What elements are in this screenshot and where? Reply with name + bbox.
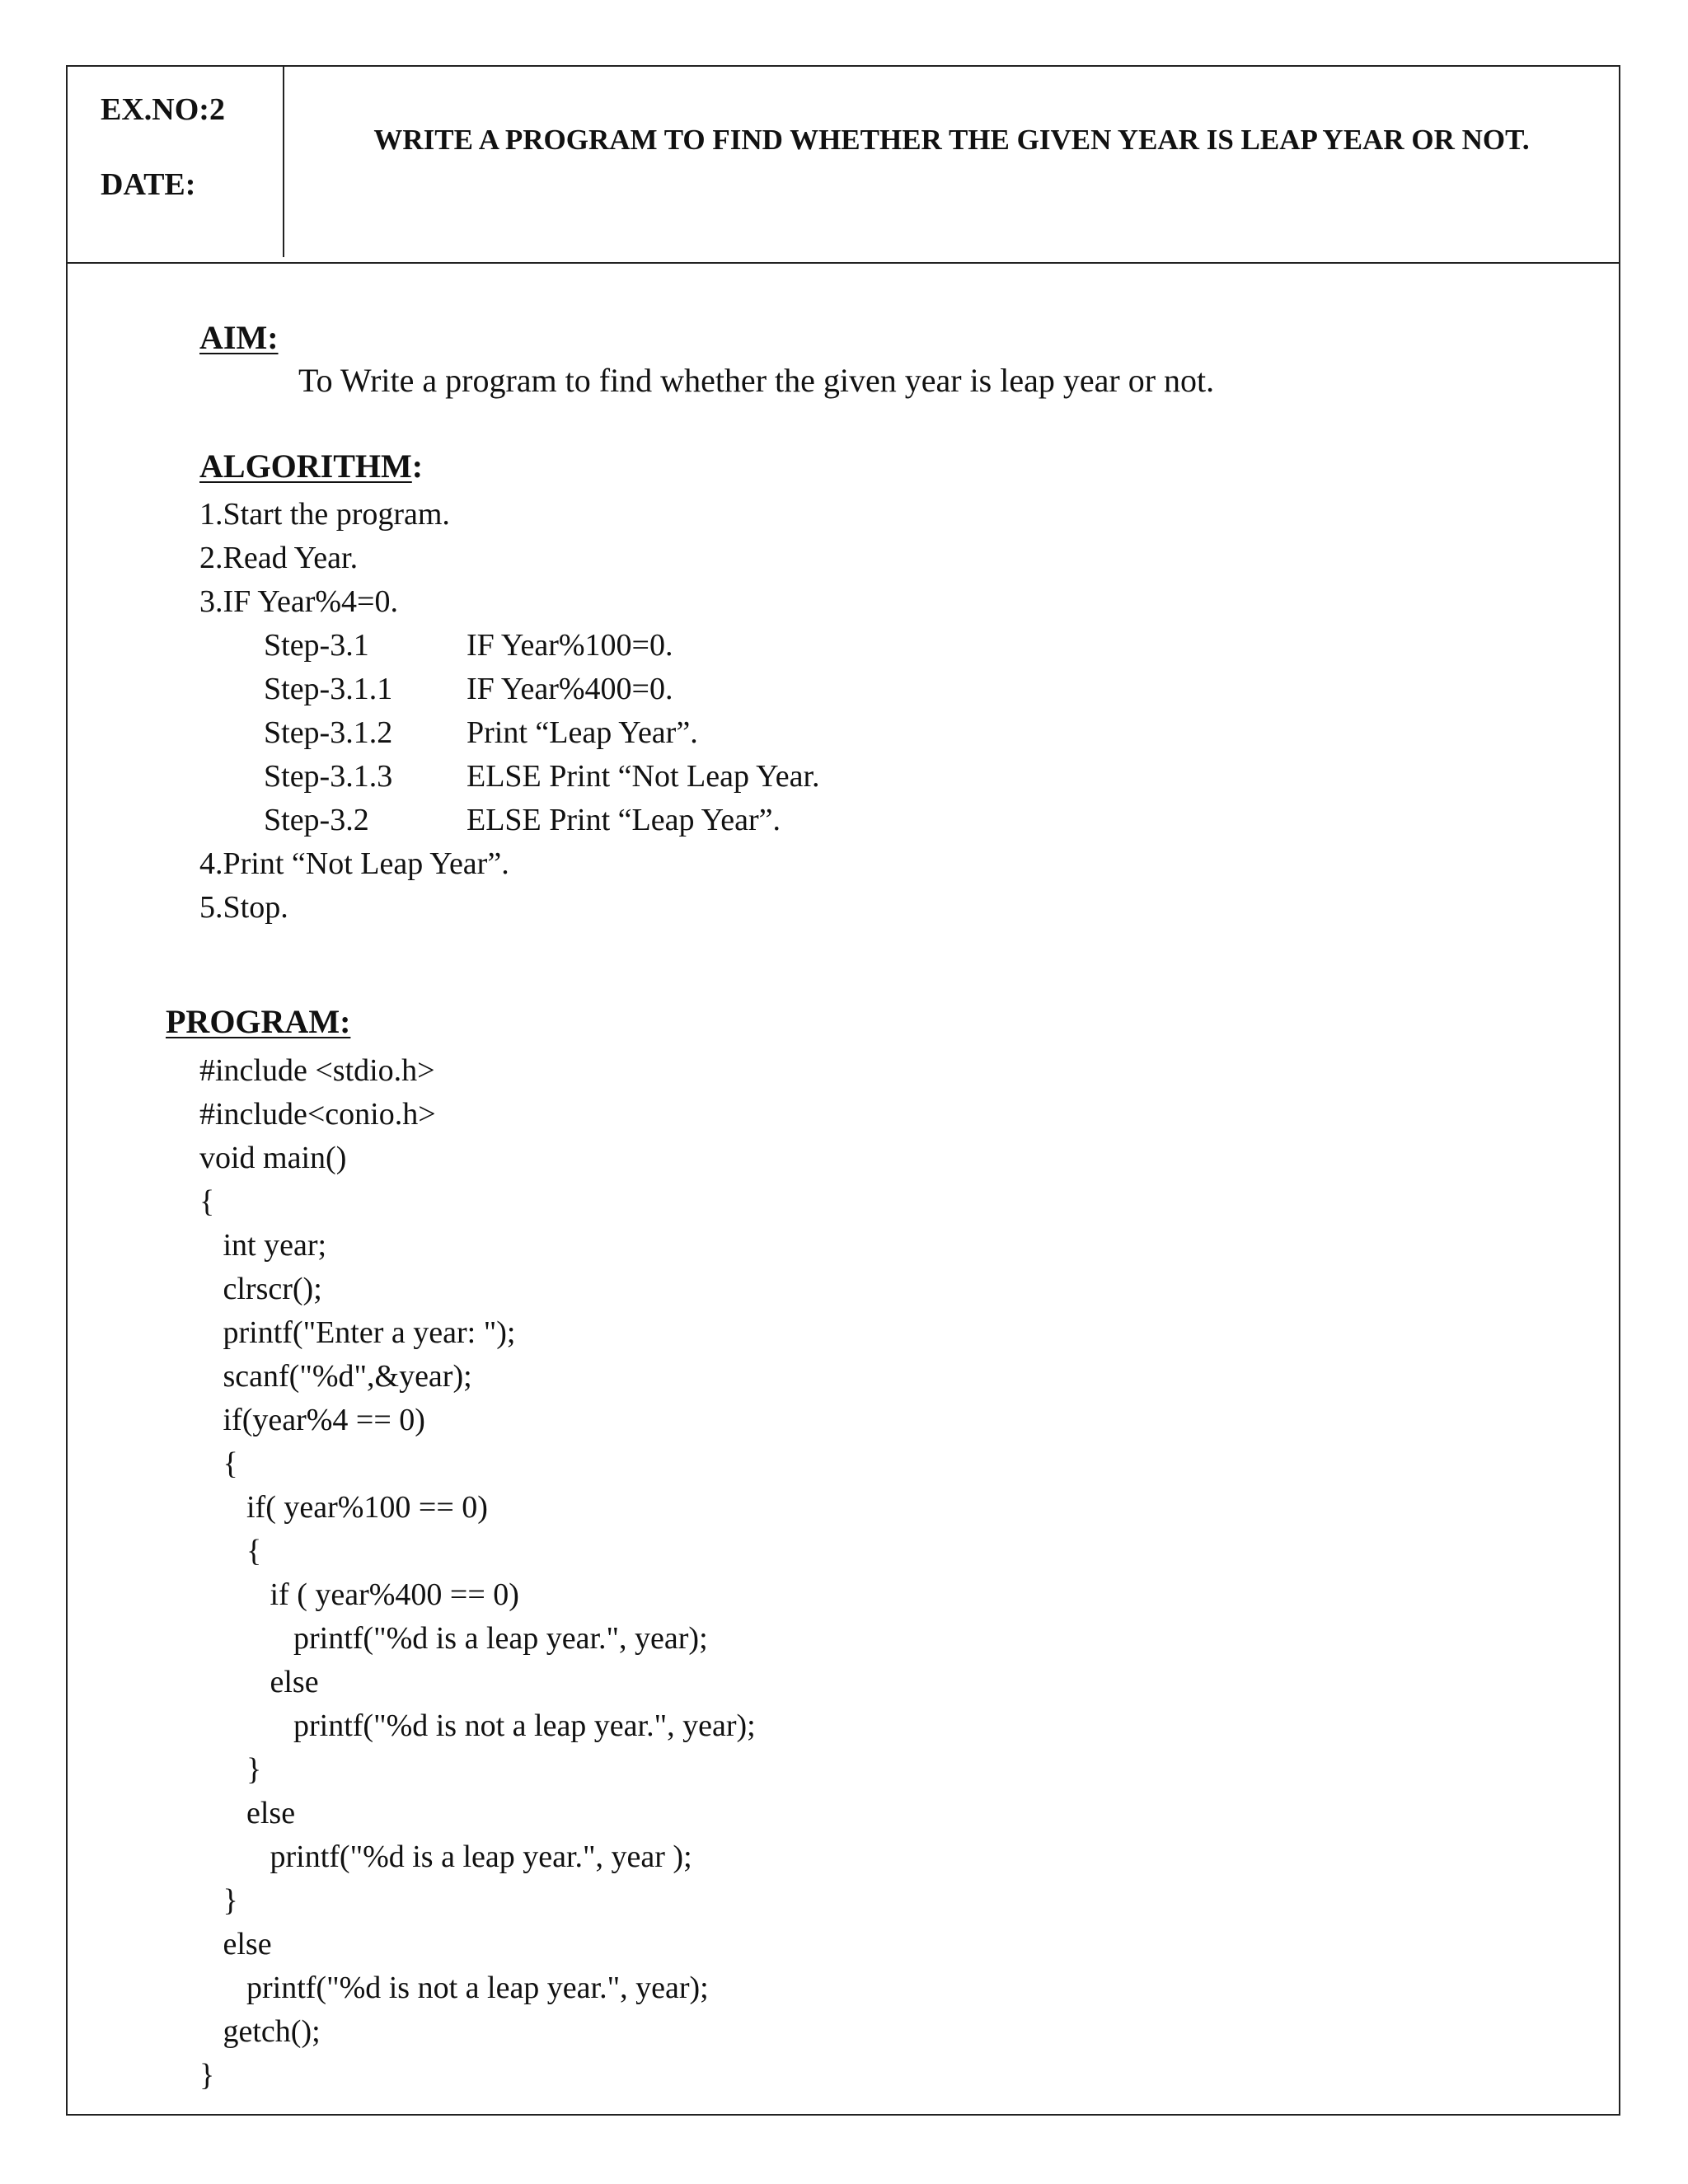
code-line: void main() [199,1141,347,1175]
algorithm-step [199,537,820,580]
algorithm-step [199,755,820,799]
algorithm-step [199,886,820,930]
program-code [199,1049,756,2097]
code-line: clrscr(); [199,1272,322,1306]
code-line: } [199,1752,262,1787]
algorithm-heading-colon: : [411,448,424,485]
program-heading-text: PROGRAM: [166,1003,351,1040]
exercise-number: EX.NO:2 [101,92,225,127]
algorithm-step [199,799,820,842]
aim-heading [199,318,279,358]
algorithm-substep-label: Step-3.1.2 [264,715,393,750]
algorithm-step [199,711,820,755]
code-line: printf("%d is a leap year.", year); [199,1621,708,1656]
code-line: printf("%d is a leap year.", year ); [199,1840,692,1874]
code-line: { [199,1534,262,1568]
aim-text: To Write a program to find whether the given year is leap year or not. [298,362,1215,399]
algorithm-steps [199,493,820,930]
code-line: { [199,1184,215,1219]
algorithm-substep-label: Step-3.1 [264,628,369,663]
algorithm-step-text: 4.Print “Not Leap Year”. [199,846,509,881]
algorithm-heading-text: ALGORITHM [199,448,412,485]
algorithm-step-text: ELSE Print “Leap Year”. [467,803,781,837]
date-label: DATE: [101,167,196,202]
code-line: else [199,1927,272,1961]
algorithm-step-text: IF Year%100=0. [467,628,673,663]
code-line: if( year%100 == 0) [199,1490,488,1525]
algorithm-step-text: 5.Stop. [199,890,288,925]
algorithm-step [199,668,820,711]
code-line: getch(); [199,2014,321,2049]
algorithm-step-text: 1.Start the program. [199,497,450,532]
code-line: printf("%d is not a leap year.", year); [199,1708,756,1743]
algorithm-step-text: ELSE Print “Not Leap Year. [467,759,820,794]
code-line: if(year%4 == 0) [199,1403,425,1437]
algorithm-step-text: IF Year%400=0. [467,672,673,706]
program-heading [166,1002,350,1042]
algorithm-step [199,580,820,624]
algorithm-step-text: 2.Read Year. [199,541,359,575]
algorithm-step [199,842,820,886]
code-line: } [199,1883,238,1918]
exercise-title: WRITE A PROGRAM TO FIND WHETHER THE GIVEN YEAR IS LEAP YEAR OR NOT. [373,124,1530,156]
code-line: else [199,1665,319,1699]
algorithm-substep-label: Step-3.1.3 [264,759,393,794]
code-line: printf("Enter a year: "); [199,1315,516,1350]
code-line: scanf("%d",&year); [199,1359,472,1394]
algorithm-step [199,624,820,668]
code-line: { [199,1446,238,1481]
code-line: #include<conio.h> [199,1097,436,1132]
aim-heading-text: AIM: [199,319,279,356]
code-line: #include <stdio.h> [199,1053,435,1088]
header-column-divider [283,65,284,257]
algorithm-substep-label: Step-3.2 [264,803,369,837]
header-bottom-rule [66,262,1620,264]
algorithm-step-text: 3.IF Year%4=0. [199,584,398,619]
algorithm-step [199,493,820,537]
algorithm-heading [199,447,423,486]
algorithm-step-text: Print “Leap Year”. [467,715,698,750]
code-line: else [199,1796,296,1830]
algorithm-substep-label: Step-3.1.1 [264,672,393,706]
code-line: } [199,2058,215,2093]
code-line: printf("%d is not a leap year.", year); [199,1971,709,2005]
code-line: if ( year%400 == 0) [199,1577,519,1612]
code-line: int year; [199,1228,327,1263]
